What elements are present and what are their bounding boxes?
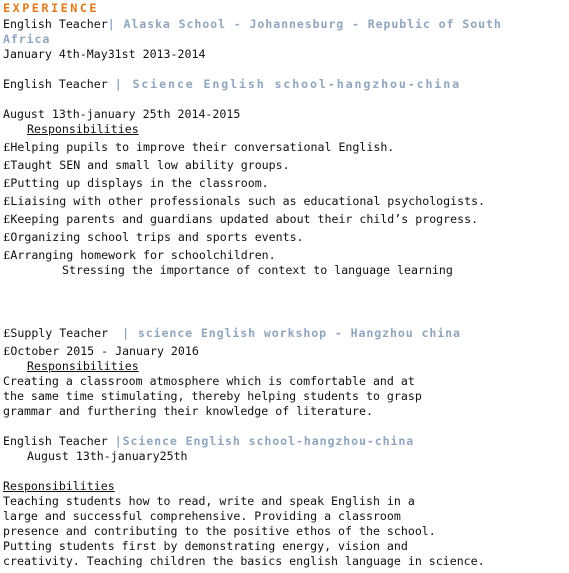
job-title: English Teacher	[3, 77, 115, 91]
list-item: £Taught SEN and small low ability groups.	[3, 158, 290, 172]
list-item: £Organizing school trips and sports events.	[3, 230, 304, 244]
job-employer: Alaska School - Johannesburg - Republic of South Africa	[3, 17, 502, 46]
description-line: Teaching students how to read, write and speak English in a	[3, 494, 415, 508]
bullet-icon: £	[3, 326, 11, 340]
bullet-icon: £	[3, 158, 11, 172]
job-title: Supply Teacher	[10, 326, 123, 340]
bullet-icon: £	[3, 212, 11, 226]
list-item: £Putting up displays in the classroom.	[3, 176, 269, 190]
responsibilities-label: Responsibilities	[27, 122, 139, 136]
job-separator: |	[107, 17, 124, 31]
job-header	[3, 434, 414, 449]
responsibilities-label: Responsibilities	[27, 359, 139, 373]
job-note: Stressing the importance of context to language learning	[62, 263, 453, 277]
job-header	[3, 77, 503, 92]
description-line: Creating a classroom atmosphere which is comfortable and at	[3, 374, 415, 388]
job-separator: |	[122, 326, 138, 340]
job-title: English Teacher	[3, 434, 115, 448]
list-item: £Liaising with other professionals such as educational psychologists.	[3, 194, 486, 208]
job-dates: January 4th-May31st 2013-2014	[3, 47, 206, 61]
list-item: £Arranging homework for schoolchildren.	[3, 248, 276, 262]
job-header	[3, 17, 503, 47]
description-line: grammar and furthering their knowledge of literature.	[3, 404, 373, 418]
job-separator: |	[114, 434, 123, 448]
bullet-icon: £	[3, 194, 11, 208]
job-dates: £October 2015 - January 2016	[3, 344, 199, 358]
description-line: large and successful comprehensive. Providing a classroom	[3, 509, 401, 523]
job-title: English Teacher	[3, 17, 108, 31]
description-line: Putting students first by demonstrating energy, vision and	[3, 539, 408, 553]
bullet-icon: £	[3, 230, 11, 244]
job-dates: August 13th-january25th	[27, 449, 188, 463]
bullet-icon: £	[3, 248, 11, 262]
list-item: £Helping pupils to improve their conversational English.	[3, 140, 395, 154]
list-item: £Keeping parents and guardians updated about their child’s progress.	[3, 212, 479, 226]
job-header	[3, 326, 461, 341]
job-dates: August 13th-january 25th 2014-2015	[3, 107, 241, 121]
description-line: presence and contributing to the positive ethos of the school.	[3, 524, 436, 538]
responsibilities-label: Responsibilities	[3, 479, 115, 493]
job-separator: |	[114, 77, 133, 91]
job-employer: Science English school-hangzhou-china	[122, 434, 415, 448]
bullet-icon: £	[3, 176, 11, 190]
job-employer: Science English school-hangzhou-china	[132, 77, 462, 91]
description-line: creativity. Teaching children the basics english language in science.	[3, 554, 485, 568]
job-employer: science English workshop - Hangzhou china	[137, 326, 461, 340]
description-line: the same time stimulating, thereby helping students to grasp	[3, 389, 422, 403]
bullet-icon: £	[3, 344, 11, 358]
section-heading: EXPERIENCE	[3, 1, 100, 15]
bullet-icon: £	[3, 140, 11, 154]
